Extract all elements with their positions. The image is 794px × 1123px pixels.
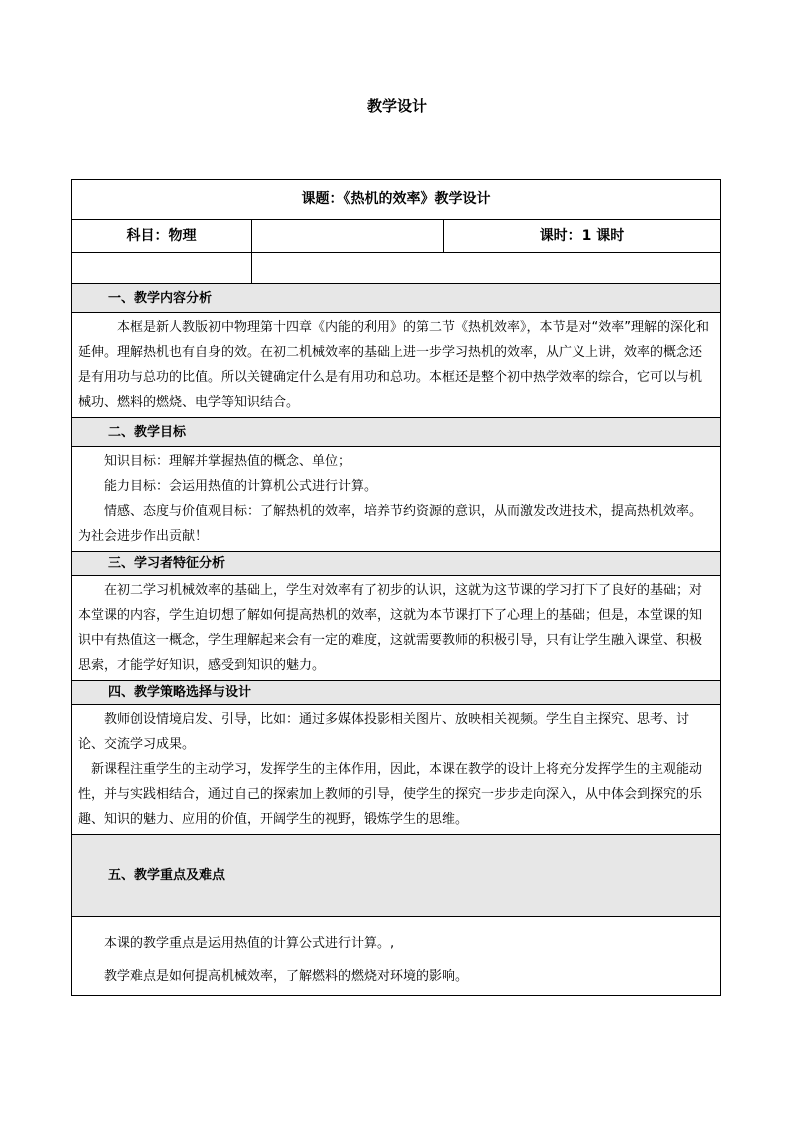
empty-cell bbox=[252, 253, 721, 284]
paragraph: 本课的教学重点是运用热值的计算公式进行计算。, bbox=[104, 936, 395, 951]
period-cell: 课时：1 课时 bbox=[444, 220, 721, 253]
blank-row bbox=[72, 253, 721, 284]
paragraph: 知识目标：理解并掌握热值的概念、单位； bbox=[104, 454, 352, 469]
section-heading: 二、教学目标 bbox=[72, 418, 721, 447]
paragraph: 本框是新人教版初中物理第十四章《内能的利用》的第二节《热机效率》，本节是对“效率”理解的深化和延伸。理解热机也有自身的效。在初二机械效率的基础上进一步学习热机的效率，从广义上讲，效率的概念还是有用功与总功的比值。所以关键确定什么是有用功和总功。本框还是整个初中热学效率的综合，它可以与机械功、燃料的燃烧、电学等知识结合。 bbox=[78, 320, 709, 410]
section-body-row bbox=[72, 313, 721, 418]
section-body-row bbox=[72, 447, 721, 552]
subject-cell: 科目：物理 bbox=[72, 220, 252, 253]
section-body bbox=[72, 705, 721, 835]
section-heading: 四、教学策略选择与设计 bbox=[72, 681, 721, 705]
paragraph: 教师创设情境启发、引导，比如：通过多媒体投影相关图片、放映相关视频。学生自主探究、思考、讨论、交流学习成果。 bbox=[78, 712, 690, 752]
section-body bbox=[72, 917, 721, 996]
section-body-row bbox=[72, 917, 721, 996]
topic-cell: 课题：《热机的效率》教学设计 bbox=[72, 180, 721, 220]
section-heading-row bbox=[72, 681, 721, 705]
section-body-row bbox=[72, 705, 721, 835]
paragraph: 新课程注重学生的主动学习，发挥学生的主体作用，因此，本课在教学的设计上将充分发挥学生的主观能动性，并与实践相结合，通过自己的探索加上教师的引导，使学生的探究一步步走向深入，从中体会到探究的乐趣、知识的魅力、应用的价值，开阔学生的视野，锻炼学生的思维。 bbox=[78, 762, 703, 827]
section-body bbox=[72, 313, 721, 418]
paragraph: 能力目标：会运用热值的计算机公式进行计算。 bbox=[104, 479, 378, 494]
lesson-plan-table bbox=[71, 179, 721, 996]
section-body-row bbox=[72, 576, 721, 681]
paragraph: 情感、态度与价值观目标：了解热机的效率，培养节约资源的意识，从而激发改进技术，提高热机效率。为社会进步作出贡献！ bbox=[78, 504, 703, 544]
section-heading-row bbox=[72, 284, 721, 313]
empty-cell bbox=[72, 253, 252, 284]
paragraph: 教学难点是如何提高机械效率，了解燃料的燃烧对环境的影响。 bbox=[104, 969, 469, 984]
section-body bbox=[72, 576, 721, 681]
empty-cell bbox=[252, 220, 444, 253]
section-heading: 三、学习者特征分析 bbox=[72, 552, 721, 576]
topic-row bbox=[72, 180, 721, 220]
subject-row bbox=[72, 220, 721, 253]
paragraph: 在初二学习机械效率的基础上，学生对效率有了初步的认识，这就为这节课的学习打下了良好的基础；对本堂课的内容，学生迫切想了解如何提高热机的效率，这就为本节课打下了心理上的基础；但是，本堂课的知识中有热值这一概念，学生理解起来会有一定的难度，这就需要教师的积极引导，只有让学生融入课堂、积极思索，才能学好知识，感受到知识的魅力。 bbox=[78, 583, 703, 673]
section-heading-row bbox=[72, 418, 721, 447]
section-heading: 五、教学重点及难点 bbox=[72, 835, 721, 917]
section-heading-row bbox=[72, 552, 721, 576]
section-body bbox=[72, 447, 721, 552]
section-heading: 一、教学内容分析 bbox=[72, 284, 721, 313]
section-heading-row bbox=[72, 835, 721, 917]
document-title: 教学设计 bbox=[366, 97, 427, 115]
